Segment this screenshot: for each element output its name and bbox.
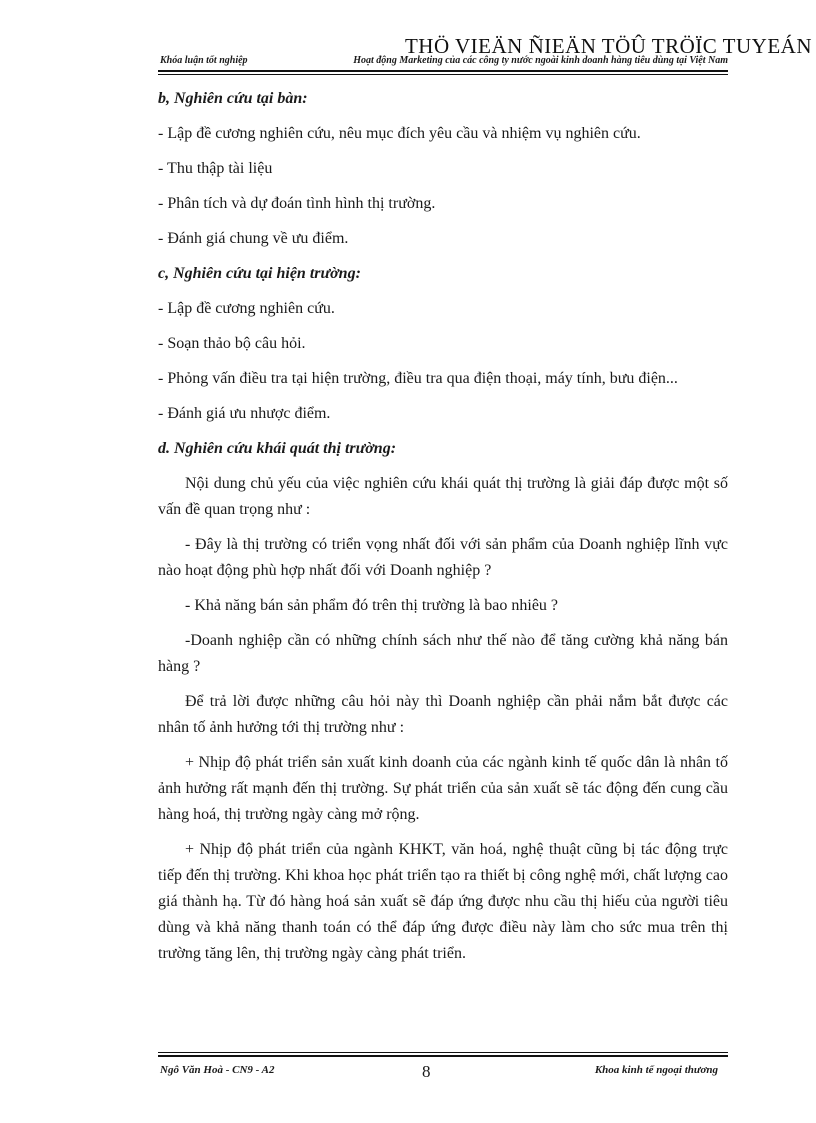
section-field-research [158,261,728,427]
list-item: - Soạn thảo bộ câu hỏi. [158,335,306,352]
list-item: - Đánh giá chung về ưu điểm. [158,230,349,247]
list-item: - Lập đề cương nghiên cứu. [158,300,335,317]
section-heading: c, Nghiên cứu tại hiện trường: [158,265,361,282]
list-item: - Đánh giá ưu nhược điểm. [158,405,331,422]
list-item: - Lập đề cương nghiên cứu, nêu mục đích yêu cầu và nhiệm vụ nghiên cứu. [158,125,641,142]
paragraph: Nội dung chủ yếu của việc nghiên cứu khái quát thị trường là giải đáp được một số vấn đề quan trọng như : [158,475,728,518]
footer-rule-thin [158,1052,728,1053]
header-right-text: Hoạt động Marketing của các công ty nước ngoài kinh doanh hàng tiêu dùng tại Việt Nam [353,55,728,66]
header-rule-thick [158,70,728,72]
header-left-text: Khóa luận tốt nghiệp [160,55,248,66]
list-item: - Phỏng vấn điều tra tại hiện trường, điều tra qua điện thoại, máy tính, bưu điện... [158,370,678,387]
paragraph: - Đây là thị trường có triển vọng nhất đối với sản phẩm của Doanh nghiệp lĩnh vực nào hoạt động phù hợp nhất đối với Doanh nghiệp ? [158,536,728,579]
footer-rule-thick [158,1055,728,1057]
footer-faculty: Khoa kinh tế ngoại thương [594,1064,718,1076]
paragraph: Để trả lời được những câu hỏi này thì Doanh nghiệp cần phải nắm bắt được các nhân tố ảnh hưởng tới thị trường như : [158,693,728,736]
page-content [158,86,728,976]
page-header [160,55,728,66]
paragraph: + Nhịp độ phát triển sản xuất kinh doanh của các ngành kinh tế quốc dân là nhân tố ảnh hưởng rất mạnh đến thị trường. Sự phát triển của sản xuất sẽ tác động đến cung cầu hàng hoá, thị trường ngày càng mở rộng. [158,754,728,823]
section-heading: d. Nghiên cứu khái quát thị trường: [158,440,397,457]
paragraph: - Khả năng bán sản phẩm đó trên thị trường là bao nhiêu ? [185,597,559,614]
section-market-overview [158,436,728,967]
paragraph: -Doanh nghiệp cần có những chính sách như thế nào để tăng cường khả năng bán hàng ? [158,632,728,675]
footer-author: Ngô Văn Hoà - CN9 - A2 [160,1064,275,1076]
header-rule-thin [158,74,728,75]
watermark-text: THÖ VIEÄN ÑIEÄN TÖÛ TRÖÏC TUYEÁN [404,34,812,58]
list-item: - Phân tích và dự đoán tình hình thị trường. [158,195,436,212]
page-number: 8 [422,1062,431,1081]
section-heading: b, Nghiên cứu tại bàn: [158,90,308,107]
paragraph: + Nhịp độ phát triển của ngành KHKT, văn hoá, nghệ thuật cũng bị tác động trực tiếp đến thị trường. Khi khoa học phát triển tạo ra thiết bị công nghệ mới, chất lượng cao giá thành hạ. Từ đó hàng hoá sản xuất sẽ đáp ứng được nhu cầu thị hiếu của người tiêu dùng và khả năng thanh toán có thể đáp ứng được điều này làm cho sức mua trên thị trường tăng lên, thị trường ngày càng phát triển. [158,841,728,962]
list-item: - Thu thập tài liệu [158,160,273,177]
section-desk-research [158,86,728,252]
